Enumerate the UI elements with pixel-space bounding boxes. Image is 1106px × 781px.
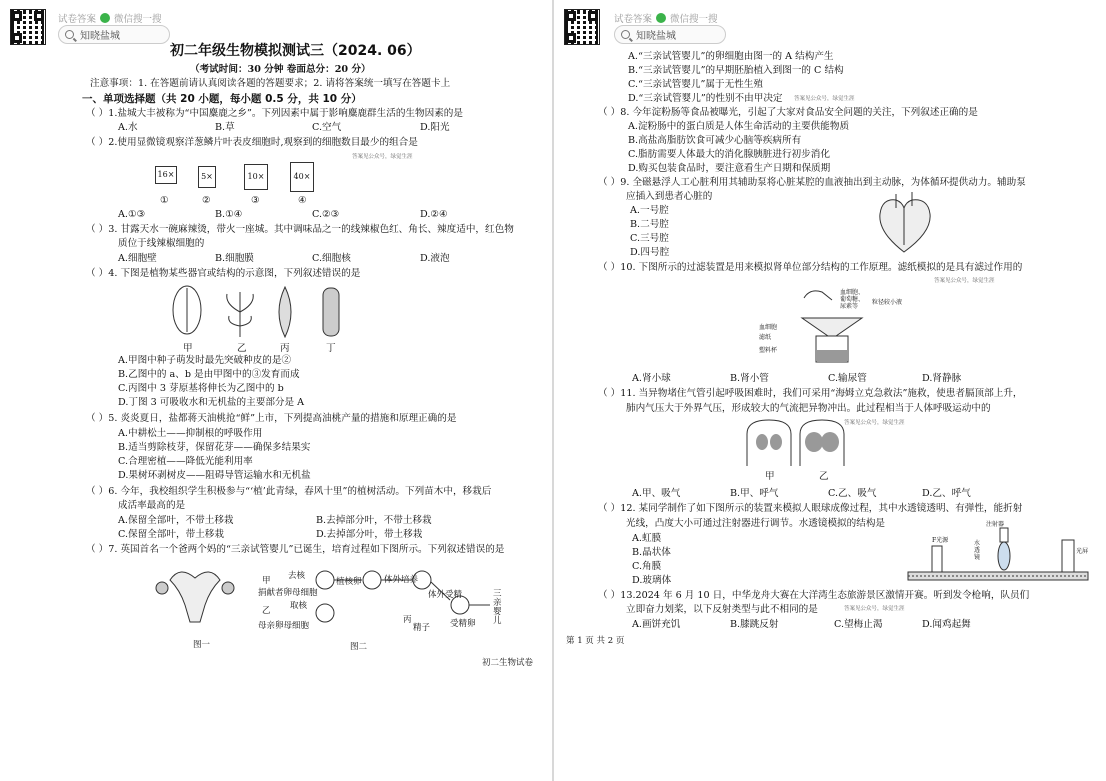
fig2-tiwai2: 体外受精: [428, 590, 463, 600]
q2-option-c: C.②③: [312, 209, 340, 220]
filter-label-4: 滤纸: [759, 334, 772, 341]
q3-option-d: D.液泡: [420, 253, 450, 264]
lens-4: 40×: [290, 162, 314, 192]
q11-stem-cont: 肺内气压大于外界气压，形成较大的气流把异物冲出。此过程相当于人体呼吸运动中的: [626, 403, 991, 414]
fig2-bing: 丙: [403, 615, 412, 625]
q6-option-a: A.保留全部叶，不带土移栽: [118, 515, 234, 526]
q12-option-b: B.晶状体: [632, 547, 671, 558]
q13-stem-cont: 立即奋力划桨，以下反射类型与此不相同的是: [626, 604, 818, 615]
q4-cap-bing: 丙: [280, 343, 290, 354]
q13-stem: （ ）13.2024 年 6 月 10 日，中华龙舟大赛在大洋湾生态旅游景区激情开赛。听到发令枪响，队员们: [598, 590, 1030, 601]
fig2-tiwai: 体外培养: [384, 575, 419, 585]
fig2-baby: 三亲婴儿: [493, 589, 502, 626]
q8-option-a: A.淀粉肠中的蛋白质是人体生命活动的主要供能物质: [628, 121, 850, 132]
exam-notice: 注意事项：1. 在答题前请认真阅读各题的答题要求；2. 请将答案统一填写在答题卡上: [90, 78, 451, 89]
fig2-yi: 乙: [262, 606, 271, 616]
fig1-caption: 图一: [193, 640, 211, 650]
eye-label-light: F光源: [932, 537, 949, 544]
q4-cap-jia: 甲: [183, 343, 193, 354]
q11-option-d: D.乙、呼气: [922, 488, 971, 499]
section-title: 一、单项选择题（共 20 小题，每小题 0.5 分，共 10 分）: [82, 93, 362, 105]
filter-label-2: 粒径较小液: [872, 299, 903, 306]
wechat-icon: [100, 13, 110, 23]
lens-1: 16×: [155, 166, 177, 184]
watermark: 答案见公众号，绿觉生涯: [934, 278, 995, 284]
q12-option-c: C.角膜: [632, 561, 662, 572]
q1-option-a: A.水: [118, 122, 138, 133]
q5-option-b: B.适当剪除枝芽，保留花芽——确保多结果实: [118, 442, 311, 453]
q1-option-d: D.阳光: [420, 122, 450, 133]
q5-option-d: D.果树环剥树皮——阻碍导管运输水和无机盐: [118, 470, 311, 481]
q12-option-d: D.玻璃体: [632, 575, 672, 586]
q12-option-a: A.虹膜: [632, 533, 662, 544]
brand-bar: [614, 11, 718, 25]
q10-option-a: A.肾小球: [632, 373, 671, 384]
lens-num-3: ③: [251, 195, 260, 206]
q10-option-b: B.肾小管: [730, 373, 769, 384]
q12-stem-cont: 光线，凸度大小可通过注射器进行调节。水透镜模拟的结构是: [626, 518, 886, 529]
q5-option-a: A.中耕松土——抑制根的呼吸作用: [118, 428, 263, 439]
q4-option-c: C.丙图中 3 芽原基将伸长为乙图中的 b: [118, 383, 284, 394]
q5-option-c: C.合理密植——降低光能利用率: [118, 456, 253, 467]
right-page: [554, 0, 1106, 781]
q3-option-a: A.细胞壁: [118, 253, 157, 264]
q4-option-d: D.丁图 3 可吸收水和无机盐的主要部分是 A: [118, 397, 305, 408]
q13-option-c: C.望梅止渴: [834, 619, 883, 630]
wechat-label: 微信搜一搜: [670, 14, 718, 25]
brand-name: 试卷答案: [614, 14, 653, 25]
q3-stem: （ ）3. 甘露天水一碗麻辣烫，带火一座城。其中调味品之一的线辣椒色红、角长、辣度适中，红色物: [86, 224, 514, 235]
fig2-shoujing: 受精卵: [450, 619, 476, 629]
q8-stem: （ ）8. 今年淀粉肠等食品被曝光，引起了大家对食品安全问题的关注，下列叙述正确的是: [598, 107, 978, 118]
exam-title: 初二年级生物模拟测试三（2024. 06）: [170, 43, 421, 59]
q9-option-a: A.一号腔: [630, 205, 669, 216]
q6-option-b: B.去掉部分叶，不带土移栽: [316, 515, 432, 526]
brand-bar: [58, 11, 162, 25]
q9-option-b: B.二号腔: [630, 219, 669, 230]
q13-option-a: A.画饼充饥: [632, 619, 681, 630]
q11-option-c: C.乙、吸气: [828, 488, 877, 499]
q7-option-b: B.“三亲试管婴儿”的早期胚胎植入到图一的 C 结构: [628, 65, 844, 76]
q4-cap-yi: 乙: [237, 343, 247, 354]
q4-option-b: B.乙图中的 a、b 是由甲图中的③发育而成: [118, 369, 300, 380]
watermark: 答案见公众号，绿觉生涯: [844, 420, 905, 426]
fig2-zhihe: 植核卵: [336, 577, 362, 587]
search-text: 知晓盐城: [80, 31, 120, 42]
q9-option-c: C.三号腔: [630, 233, 669, 244]
watermark: 答案见公众号，绿觉生涯: [844, 606, 905, 612]
q7-option-d: D.“三亲试管婴儿”的性别不由甲决定: [628, 93, 783, 104]
q2-option-b: B.①④: [215, 209, 243, 220]
search-icon: [65, 30, 74, 39]
fig2-quhe2: 取核: [290, 601, 308, 611]
q11-option-a: A.甲、吸气: [632, 488, 681, 499]
q6-option-d: D.去掉部分叶，带土移栽: [316, 529, 423, 540]
lens-num-4: ④: [298, 195, 307, 206]
q3-stem-cont: 质位于线辣椒细胞的: [118, 238, 205, 249]
right-footer: 第 1 页 共 2 页: [566, 636, 625, 646]
q2-stem: （ ）2.使用显微镜观察洋葱鳞片叶表皮细胞时,观察到的细胞数目最少的组合是: [86, 137, 418, 148]
q2-option-a: A.①③: [118, 209, 146, 220]
q7-stem: （ ）7. 英国首名一个爸两个妈的“三亲试管婴儿”已诞生，培育过程如下图所示。下列叙述错误的是: [86, 544, 505, 555]
q1-option-c: C.空气: [312, 122, 342, 133]
q1-stem: （ ）1.盐城大丰被称为“中国麋鹿之乡”。下列因素中属于影响麋鹿群生活的生物因素的是: [86, 108, 463, 119]
q9-stem: （ ）9. 全磁悬浮人工心脏利用其辅助泵将心脏某腔的血液抽出到主动脉，为体循环提供动力。辅助泵: [598, 177, 1026, 188]
filter-label-3: 血细胞: [759, 324, 778, 331]
fig2-mother: 母亲卵母细胞: [258, 621, 310, 631]
exam-meta: （考试时间：30 分钟 卷面总分：20 分）: [190, 64, 371, 75]
heart-figure: [872, 190, 936, 256]
search-box[interactable]: [614, 25, 726, 44]
q10-stem: （ ）10. 下图所示的过滤装置是用来模拟肾单位部分结构的工作原理。滤纸模拟的是具有滤过作用的: [598, 262, 1023, 273]
q3-option-c: C.细胞核: [312, 253, 351, 264]
fig2-jingzi: 精子: [413, 623, 431, 633]
fig2-caption: 图二: [350, 642, 368, 652]
q9-stem-cont: 应插入到患者心脏的: [626, 191, 713, 202]
lens-2: 5×: [198, 166, 216, 188]
q4-stem: （ ）4. 下图是植物某些器官或结构的示意图，下列叙述错误的是: [86, 268, 361, 279]
q8-option-d: D.购买包装食品时，要注意看生产日期和保质期: [628, 163, 831, 174]
eye-label-syringe: 注射器: [986, 521, 1005, 528]
fig2-jia: 甲: [262, 576, 271, 586]
qr-code: [10, 9, 46, 45]
fig2-donor: 捐献者卵母细胞: [258, 588, 318, 598]
fig2-quhe: 去核: [288, 571, 306, 581]
q11-cap-jia: 甲: [765, 471, 775, 482]
filter-label-5: 塑料杯: [759, 347, 778, 354]
q6-option-c: C.保留全部叶，带土移栽: [118, 529, 224, 540]
q7-option-c: C.“三亲试管婴儿”属于无性生殖: [628, 79, 763, 90]
lens-num-2: ②: [202, 195, 211, 206]
q4-cap-ding: 丁: [326, 343, 336, 354]
qr-code: [564, 9, 600, 45]
q7-figure-one: [150, 560, 240, 630]
eye-label-lens: 水透镜: [974, 540, 981, 561]
eye-label-screen: 光屏: [1076, 548, 1089, 555]
q5-stem: （ ）5. 炎炎夏日，盐都蒋天油桃抢“鲜”上市，下列提高油桃产量的措施和原理正确的是: [86, 413, 457, 424]
search-icon: [621, 30, 630, 39]
q13-option-d: D.闻鸡起舞: [922, 619, 971, 630]
wechat-label: 微信搜一搜: [114, 14, 162, 25]
q11-cap-yi: 乙: [819, 471, 829, 482]
q4-plant-figure: [165, 282, 355, 342]
q11-option-b: B.甲、呼气: [730, 488, 779, 499]
q6-stem: （ ）6. 今年，我校组织学生积极参与“‘植’此青绿，春风十里”的植树活动。下列苗木中，移栽后: [86, 486, 492, 497]
watermark: 答案见公众号，绿觉生涯: [794, 96, 855, 102]
eye-model-figure: [904, 522, 1094, 584]
q12-stem: （ ）12. 某同学制作了如下图所示的装置来模拟人眼球成像过程，其中水透镜透明、有弹性，能折射: [598, 503, 1023, 514]
q3-option-b: B.细胞膜: [215, 253, 254, 264]
left-page: [0, 0, 552, 781]
lens-num-1: ①: [160, 195, 169, 206]
filter-label-1: 血细胞、葡萄糖、尿素等: [840, 289, 865, 310]
q10-option-c: C.输尿管: [828, 373, 867, 384]
q11-stem: （ ）11. 当异物堵住气管引起呼吸困难时，我们可采用“海姆立克急救法”施救，使患者膈顶部上升，: [598, 388, 1023, 399]
q8-option-b: B.高盐高脂肪饮食可减少心脑等疾病所有: [628, 135, 802, 146]
q4-option-a: A.甲图中种子萌发时最先突破种皮的是②: [118, 355, 292, 366]
q9-option-d: D.四号腔: [630, 247, 670, 258]
q2-option-d: D.②④: [420, 209, 448, 220]
wechat-icon: [656, 13, 666, 23]
bell-jar-figure: [742, 418, 852, 470]
search-text: 知晓盐城: [636, 31, 676, 42]
watermark: 答案见公众号，绿觉生涯: [352, 154, 413, 160]
lens-3: 10×: [244, 164, 268, 190]
q8-option-c: C.脂肪需要人体最大的消化腺胰脏进行初步消化: [628, 149, 830, 160]
left-footer: 初二生物试卷: [482, 658, 534, 668]
q6-stem-cont: 成活率最高的是: [118, 500, 186, 511]
q7-option-a: A.“三亲试管婴儿”的卵细胞由图一的 A 结构产生: [628, 51, 834, 62]
brand-name: 试卷答案: [58, 14, 97, 25]
search-box[interactable]: [58, 25, 170, 44]
q10-option-d: D.肾静脉: [922, 373, 962, 384]
q1-option-b: B.草: [215, 122, 235, 133]
q13-option-b: B.膝跳反射: [730, 619, 779, 630]
